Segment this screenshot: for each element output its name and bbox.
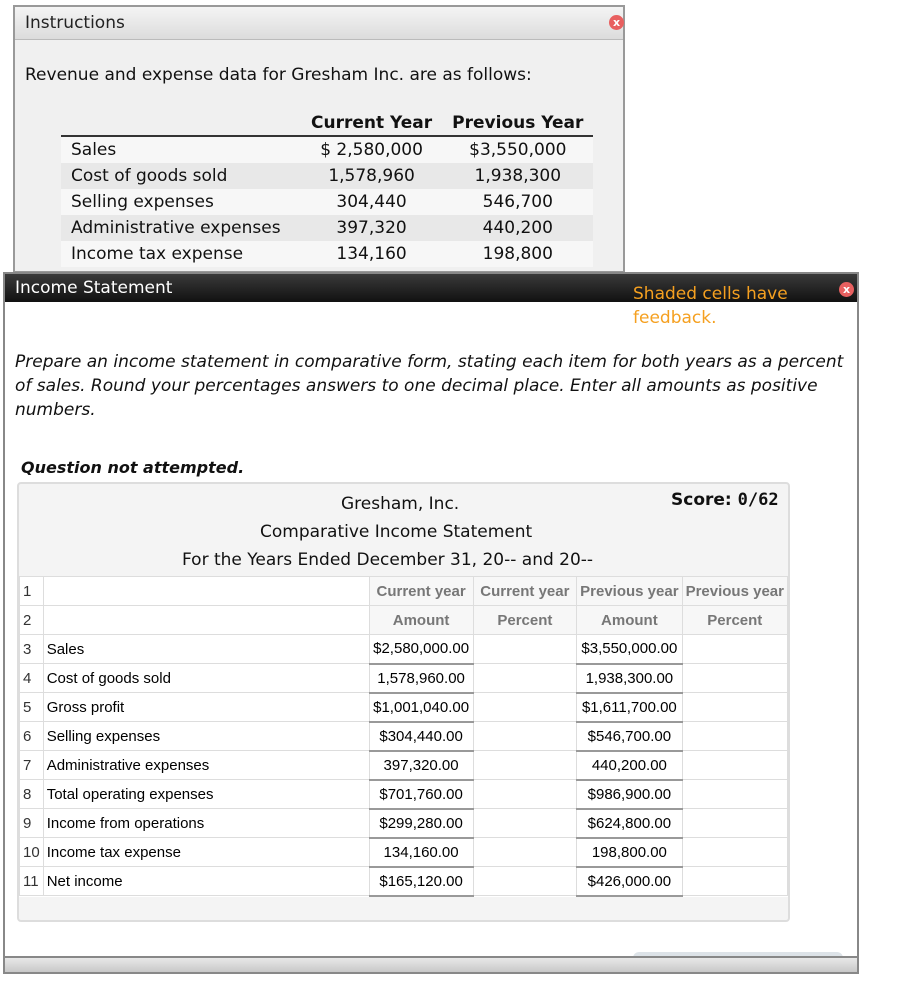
income-statement-panel <box>3 272 859 974</box>
score <box>671 490 779 510</box>
row-label: Income tax expense <box>61 241 301 267</box>
previous-percent-input[interactable] <box>682 751 787 780</box>
feedback-text: Shaded cells have feedback. <box>633 284 788 328</box>
data-table <box>61 111 593 267</box>
table-row <box>20 780 788 809</box>
previous-amount-cell[interactable]: 1,938,300.00 <box>577 664 682 693</box>
current-percent-input[interactable] <box>473 693 577 722</box>
previous-value: 198,800 <box>442 241 593 267</box>
previous-amount-cell[interactable]: $624,800.00 <box>577 809 682 838</box>
previous-percent-input[interactable] <box>682 780 787 809</box>
instructions-intro: Revenue and expense data for Gresham Inc. are as follows: <box>25 65 532 85</box>
current-percent-input[interactable] <box>473 635 577 664</box>
label-cell <box>43 577 369 606</box>
previous-value: 546,700 <box>442 189 593 215</box>
score-value: 0/62 <box>737 490 779 510</box>
previous-percent-input[interactable] <box>682 693 787 722</box>
data-row <box>61 241 593 267</box>
row-label: Cost of goods sold <box>43 664 369 693</box>
column-header: Previous year <box>577 577 682 606</box>
row-label: Income tax expense <box>43 838 369 867</box>
column-header: Percent <box>682 606 787 635</box>
row-number: 8 <box>20 780 44 809</box>
row-label: Selling expenses <box>43 722 369 751</box>
data-row <box>61 215 593 241</box>
table-row <box>20 809 788 838</box>
current-percent-input[interactable] <box>473 722 577 751</box>
statement-period: For the Years Ended December 31, 20-- and 20-- <box>182 550 594 570</box>
previous-percent-input[interactable] <box>682 867 787 896</box>
previous-amount-cell[interactable]: 198,800.00 <box>577 838 682 867</box>
row-label: Income from operations <box>43 809 369 838</box>
previous-percent-input[interactable] <box>682 838 787 867</box>
current-amount-cell[interactable]: $304,440.00 <box>369 722 473 751</box>
previous-percent-input[interactable] <box>682 809 787 838</box>
table-row <box>20 693 788 722</box>
instructions-title: Instructions <box>15 7 623 40</box>
data-row <box>61 163 593 189</box>
row-label: Total operating expenses <box>43 780 369 809</box>
column-header: Previous year <box>682 577 787 606</box>
current-amount-cell[interactable]: $701,760.00 <box>369 780 473 809</box>
current-value: 1,578,960 <box>301 163 442 189</box>
current-value: $ 2,580,000 <box>301 136 442 163</box>
row-label: Administrative expenses <box>43 751 369 780</box>
column-header: Percent <box>473 606 577 635</box>
row-number: 6 <box>20 722 44 751</box>
row-number: 10 <box>20 838 44 867</box>
current-percent-input[interactable] <box>473 780 577 809</box>
row-label: Sales <box>61 136 301 163</box>
previous-percent-input[interactable] <box>682 635 787 664</box>
score-label: Score: <box>671 490 738 510</box>
current-value: 134,160 <box>301 241 442 267</box>
current-percent-input[interactable] <box>473 751 577 780</box>
previous-percent-input[interactable] <box>682 722 787 751</box>
row-label: Net income <box>43 867 369 896</box>
previous-value: 1,938,300 <box>442 163 593 189</box>
previous-value: $3,550,000 <box>442 136 593 163</box>
current-amount-cell[interactable]: $299,280.00 <box>369 809 473 838</box>
close-icon[interactable]: x <box>839 282 854 297</box>
row-label: Administrative expenses <box>61 215 301 241</box>
previous-amount-cell[interactable]: $1,611,700.00 <box>577 693 682 722</box>
panel-footer <box>5 956 857 972</box>
col-previous-year: Previous Year <box>442 111 593 136</box>
col-current-year: Current Year <box>301 111 442 136</box>
current-amount-cell[interactable]: $165,120.00 <box>369 867 473 896</box>
row-label: Gross profit <box>43 693 369 722</box>
current-value: 397,320 <box>301 215 442 241</box>
previous-amount-cell[interactable]: $3,550,000.00 <box>577 635 682 664</box>
column-header: Current year <box>369 577 473 606</box>
row-label: Sales <box>43 635 369 664</box>
table-row <box>20 664 788 693</box>
previous-percent-input[interactable] <box>682 664 787 693</box>
row-label: Selling expenses <box>61 189 301 215</box>
row-number: 9 <box>20 809 44 838</box>
previous-amount-cell[interactable]: $986,900.00 <box>577 780 682 809</box>
table-row <box>20 838 788 867</box>
current-amount-cell[interactable]: $1,001,040.00 <box>369 693 473 722</box>
table-row <box>20 635 788 664</box>
prompt-text: Prepare an income statement in comparative form, stating each item for both years as a percent of sales. Round your percentages answers to one decimal place. Enter all amounts as positive numbers. <box>15 352 844 420</box>
worksheet <box>17 482 790 922</box>
current-amount-cell[interactable]: $2,580,000.00 <box>369 635 473 664</box>
header-row <box>20 577 788 606</box>
row-number: 2 <box>20 606 44 635</box>
instructions-panel <box>13 5 625 273</box>
column-header: Current year <box>473 577 577 606</box>
current-percent-input[interactable] <box>473 867 577 896</box>
row-number: 11 <box>20 867 44 896</box>
data-row <box>61 136 593 163</box>
row-number: 3 <box>20 635 44 664</box>
current-amount-cell[interactable]: 134,160.00 <box>369 838 473 867</box>
previous-amount-cell[interactable]: 440,200.00 <box>577 751 682 780</box>
row-number: 4 <box>20 664 44 693</box>
header-row <box>20 606 788 635</box>
statement-title: Comparative Income Statement <box>260 522 533 542</box>
feedback-note <box>633 282 813 330</box>
current-amount-cell[interactable]: 397,320.00 <box>369 751 473 780</box>
table-row <box>20 722 788 751</box>
column-header: Amount <box>369 606 473 635</box>
question-status: Question not attempted. <box>21 458 245 477</box>
current-percent-input[interactable] <box>473 838 577 867</box>
current-percent-input[interactable] <box>473 664 577 693</box>
previous-amount-cell[interactable]: $546,700.00 <box>577 722 682 751</box>
row-label: Cost of goods sold <box>61 163 301 189</box>
column-header: Amount <box>577 606 682 635</box>
data-row <box>61 189 593 215</box>
current-value: 304,440 <box>301 189 442 215</box>
table-row <box>20 867 788 896</box>
row-number: 5 <box>20 693 44 722</box>
label-cell <box>43 606 369 635</box>
income-grid <box>19 576 788 897</box>
income-title: Income Statement <box>5 274 857 302</box>
row-number: 1 <box>20 577 44 606</box>
current-amount-cell[interactable]: 1,578,960.00 <box>369 664 473 693</box>
close-icon[interactable]: x <box>609 15 624 30</box>
previous-amount-cell[interactable]: $426,000.00 <box>577 867 682 896</box>
current-percent-input[interactable] <box>473 809 577 838</box>
table-row <box>20 751 788 780</box>
company-name: Gresham, Inc. <box>341 494 460 514</box>
row-number: 7 <box>20 751 44 780</box>
previous-value: 440,200 <box>442 215 593 241</box>
